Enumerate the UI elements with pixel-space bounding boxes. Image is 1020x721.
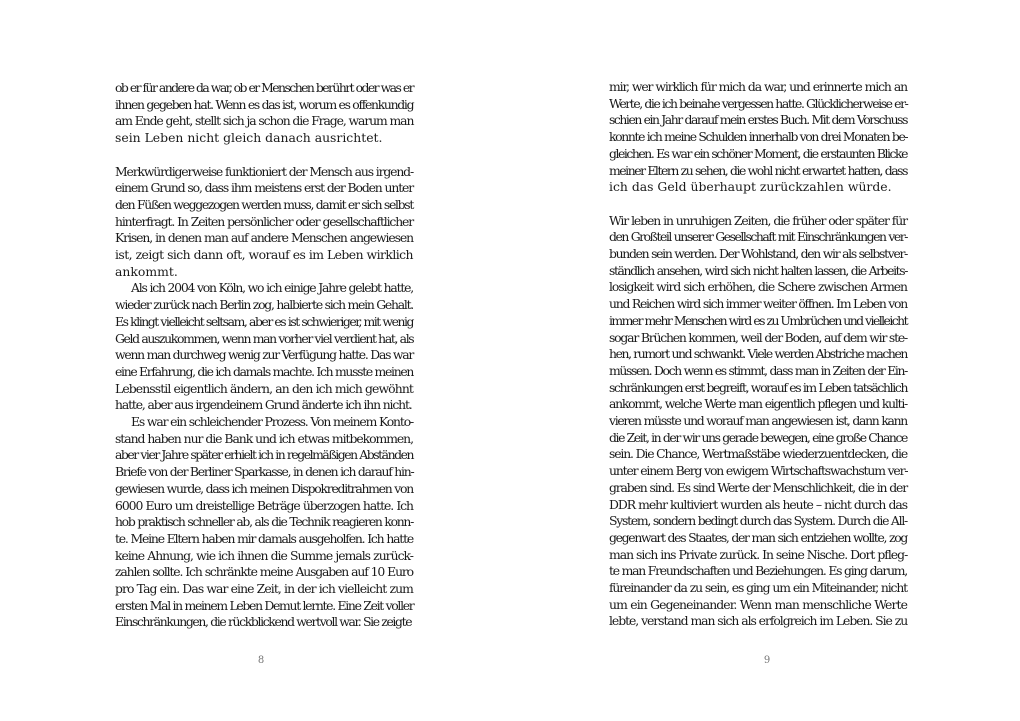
text-line: pro Tag ein. Das war eine Zeit, in der ich vielleicht zum [115, 581, 413, 597]
text-line: te. Meine Eltern haben mir damals ausgeholfen. Ich hatte [115, 530, 413, 546]
text-line: lebte, verstand man sich als erfolgreich im Leben. Sie zu [609, 613, 908, 629]
text-line: System, sondern bedingt durch das System. Durch die All- [609, 513, 907, 529]
text-line: ersten Mal in meinem Leben Demut lernte. Eine Zeit voller [115, 597, 414, 613]
text-line: ankommt. [115, 263, 178, 279]
text-line: ich das Geld überhaupt zurückzahlen würde. [609, 179, 892, 195]
text-line: Einschränkungen, die rückblickend wertvoll war. Sie zeigte [115, 614, 412, 630]
text-line: eine Erfahrung, die ich damals machte. Ich musste meinen [115, 363, 414, 379]
text-line: mir, wer wirklich für mich da war, und erinnerte mich an [609, 79, 907, 94]
text-line: losigkeit wird sich erhöhen, die Schere zwischen Armen [609, 279, 907, 295]
text-line: aber vier Jahre später erhielt ich in regelmäßigen Abständen [115, 447, 413, 463]
text-line: und Reichen wird sich immer weiter öffnen. Im Leben von [609, 296, 907, 312]
text-line: ist, zeigt sich dann oft, worauf es im Leben wirklich [115, 247, 413, 263]
text-line: gewiesen wurde, dass ich meinen Dispokreditrahmen von [115, 480, 413, 496]
text-line: wieder zurück nach Berlin zog, halbierte sich mein Gehalt. [115, 297, 413, 313]
text-line: hob praktisch schneller ab, als die Technik reagieren konn- [115, 514, 413, 530]
text-line: hinterfragt. In Zeiten persönlicher oder gesellschaftlicher [115, 213, 413, 229]
text-line: den Großteil unserer Gesellschaft mit Einschränkungen ver- [609, 229, 907, 245]
text-line: meiner Eltern zu sehen, die wohl nicht erwartet hatten, dass [609, 162, 907, 178]
page-number: 9 [763, 655, 771, 666]
page-number: 8 [257, 655, 265, 666]
text-line: gleichen. Es war ein schöner Moment, die erstaunten Blicke [609, 145, 907, 161]
text-line: unter einem Berg von ewigem Wirtschaftswachstum ver- [609, 463, 908, 479]
text-line: hatte, aber aus irgendeinem Grund änderte ich ihn nicht. [115, 397, 412, 413]
text-line: man sich ins Private zurück. In seine Nische. Dort pfleg- [609, 546, 908, 562]
text-line: müssen. Doch wenn es stimmt, dass man in Zeiten der Ein- [609, 362, 907, 378]
text-line: die Zeit, in der wir uns gerade bewegen, eine große Chance [609, 429, 907, 445]
text-line: keine Ahnung, wie ich ihnen die Summe jemals zurück- [115, 547, 413, 563]
text-line: hen, rumort und schwankt. Viele werden Abstriche machen [609, 346, 907, 362]
text-line: Lebensstil eigentlich ändern, an den ich mich gewöhnt [115, 380, 413, 396]
text-line: Werte, die ich beinahe vergessen hatte. Glücklicherweise er- [609, 95, 908, 111]
text-line: sein Leben nicht gleich danach ausrichtet. [115, 130, 383, 146]
text-line: Briefe von der Berliner Sparkasse, in denen ich darauf hin- [115, 464, 414, 480]
paragraph [609, 79, 907, 196]
text-line: konnte ich meine Schulden innerhalb von drei Monaten be- [609, 129, 908, 145]
paragraph [115, 280, 413, 414]
text-line: sogar Brüchen kommen, weil der Boden, auf dem wir ste- [609, 329, 907, 345]
text-line: sein. Die Chance, Wertmaßstäbe wiederzuentdecken, die [609, 446, 908, 462]
text-line: Es war ein schleichender Prozess. Von meinem Konto- [131, 414, 414, 430]
text-line: ob er für andere da war, ob er Menschen berührt oder was er [115, 80, 413, 95]
paragraph [609, 213, 907, 631]
text-line: gegenwart des Staates, der man sich entziehen wollte, zog [609, 529, 907, 545]
text-line: graben sind. Es sind Werte der Menschlichkeit, die in der [609, 479, 907, 495]
text-line: einem Grund so, dass ihm meistens erst der Boden unter [115, 180, 413, 196]
text-line: vieren müsste und worauf man angewiesen ist, dann kann [609, 413, 907, 429]
text-line: Krisen, in denen man auf andere Menschen angewiesen [115, 230, 413, 246]
text-line: um ein Gegeneinander. Wenn man menschliche Werte [609, 596, 907, 612]
text-line: Als ich 2004 von Köln, wo ich einige Jahre gelebt hatte, [131, 280, 413, 296]
paragraph [115, 80, 413, 147]
text-line: Es klingt vielleicht seltsam, aber es ist schwieriger, mit wenig [115, 313, 413, 329]
text-line: 6000 Euro um dreistellige Beträge überzogen hatte. Ich [115, 497, 413, 513]
text-line: den Füßen weggezogen werden muss, damit er sich selbst [115, 196, 414, 212]
text-line: DDR mehr kultiviert wurden als heute – nicht durch das [609, 496, 907, 512]
text-line: ständlich ansehen, wird sich nicht halten lassen, die Arbeits- [609, 262, 907, 278]
text-line: füreinander da zu sein, es ging um ein Miteinander, nicht [609, 580, 907, 596]
right-page [510, 0, 1020, 721]
text-line: bunden sein werden. Der Wohlstand, den wir als selbstver- [609, 246, 907, 262]
text-line: zahlen sollte. Ich schränkte meine Ausgaben auf 10 Euro [115, 564, 413, 580]
text-line: schränkungen erst begreift, worauf es im Leben tatsächlich [609, 379, 908, 395]
paragraph [115, 164, 413, 281]
text-line: Merkwürdigerweise funktioniert der Mensch aus irgend- [115, 163, 413, 179]
text-line: am Ende geht, stellt sich ja schon die Frage, warum man [115, 113, 414, 129]
text-line: Geld auszukommen, wenn man vorher viel verdient hat, als [115, 330, 414, 346]
right-page-text [609, 79, 907, 630]
left-page-text [115, 80, 413, 631]
text-line: ankommt, welche Werte man eigentlich pflegen und kulti- [609, 396, 907, 412]
text-line: wenn man durchweg wenig zur Verfügung hatte. Das war [115, 347, 414, 363]
text-line: Wir leben in unruhigen Zeiten, die früher oder später für [609, 212, 907, 228]
text-line: stand haben nur die Bank und ich etwas mitbekommen, [115, 430, 413, 446]
text-line: ihnen gegeben hat. Wenn es das ist, worum es offenkundig [115, 96, 414, 112]
text-line: te man Freundschaften und Beziehungen. Es ging darum, [609, 563, 907, 579]
text-line: schien ein Jahr darauf mein erstes Buch. Mit dem Vorschuss [609, 112, 907, 128]
paragraph [115, 414, 413, 631]
text-line: immer mehr Menschen wird es zu Umbrüchen und vielleicht [609, 312, 907, 328]
